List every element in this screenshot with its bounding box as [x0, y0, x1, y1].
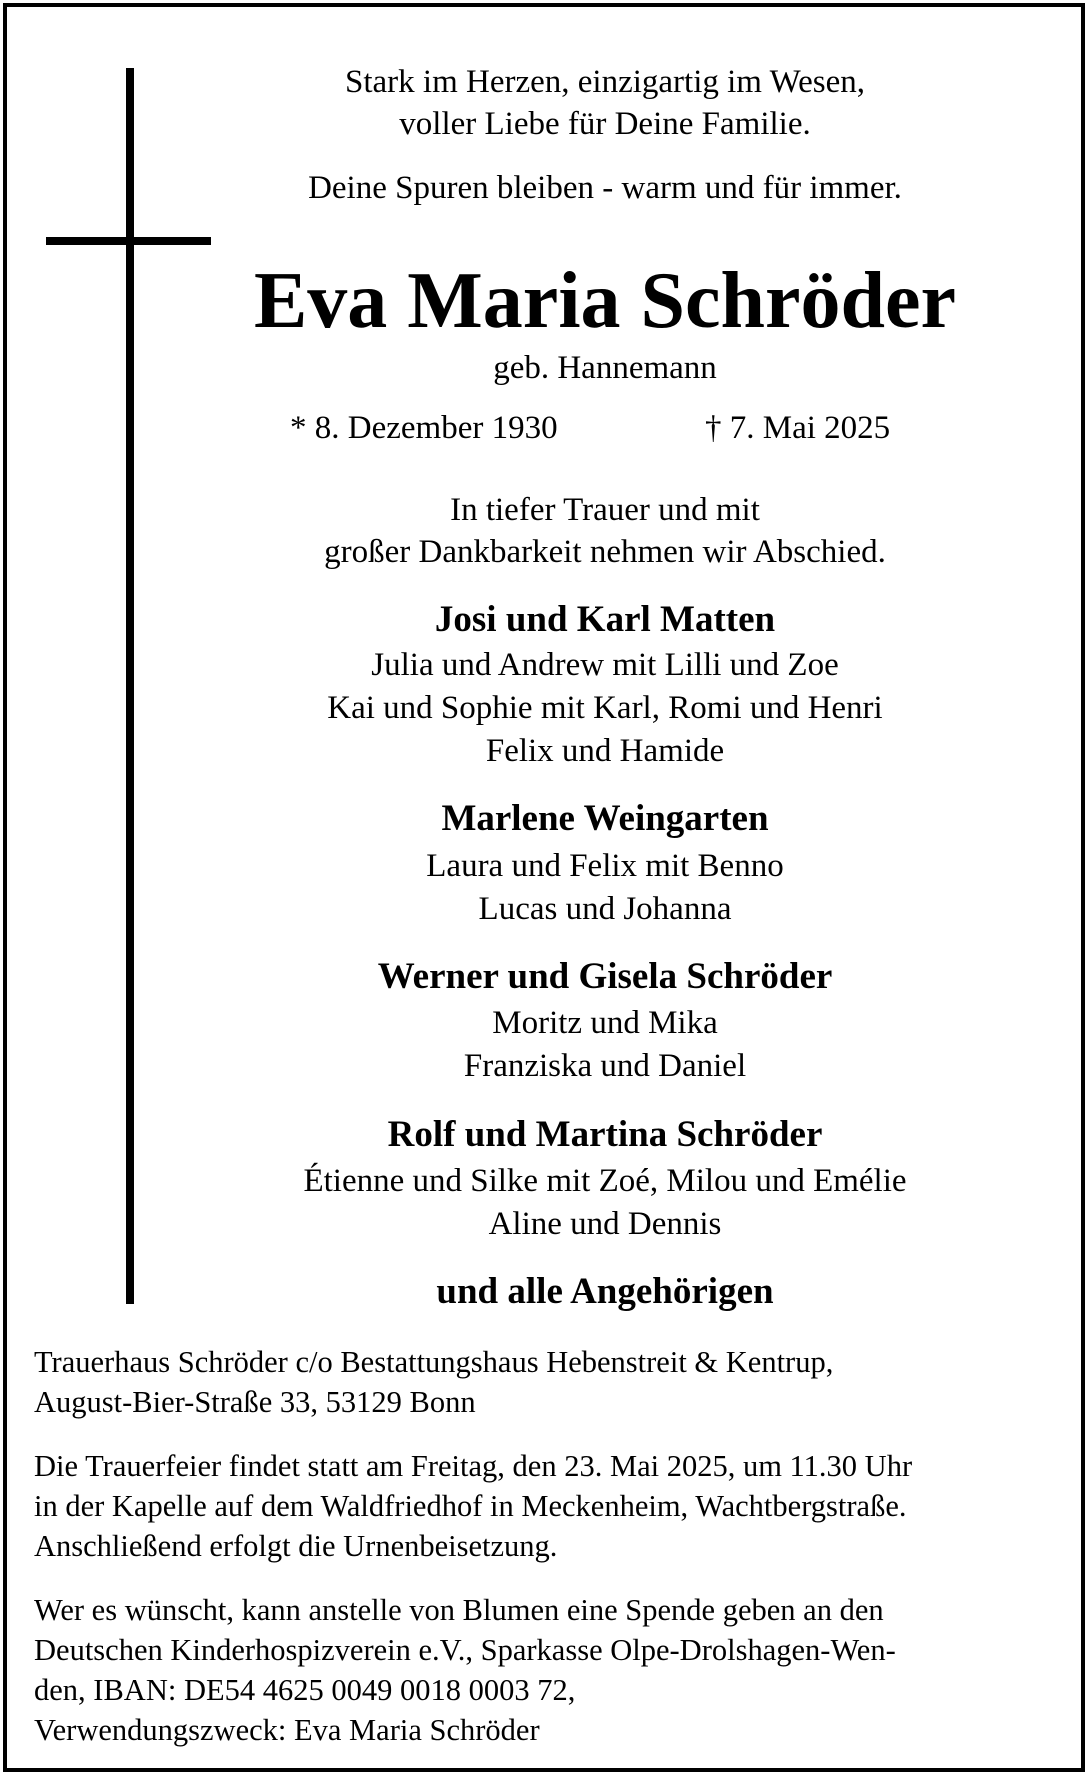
motto-line-2: voller Liebe für Deine Familie. — [399, 106, 811, 142]
address-line-1: Trauerhaus Schröder c/o Bestattungshaus Hebenstreit & Kentrup, — [34, 1345, 834, 1379]
family-head-3: Werner und Gisela Schröder — [377, 956, 833, 997]
donation-line-2: Deutschen Kinderhospizverein e.V., Sparkasse Olpe-Drolshagen-Wen- — [34, 1633, 896, 1667]
family-member-4-1: Étienne und Silke mit Zoé, Milou und Emélie — [303, 1163, 907, 1199]
obituary-main — [205, 0, 1005, 1320]
relatives-line: und alle Angehörigen — [436, 1271, 774, 1312]
motto-line-1: Stark im Herzen, einzigartig im Wesen, — [345, 64, 865, 100]
birth-date: * 8. Dezember 1930 — [290, 410, 558, 446]
family-head-2: Marlene Weingarten — [441, 798, 769, 839]
motto-line-3: Deine Spuren bleiben - warm und für immer. — [308, 170, 902, 206]
family-member-1-2: Kai und Sophie mit Karl, Romi und Henri — [327, 690, 883, 726]
death-date: † 7. Mai 2025 — [705, 410, 891, 446]
address-line-2: August-Bier-Straße 33, 53129 Bonn — [34, 1385, 476, 1419]
family-member-3-2: Franziska und Daniel — [463, 1048, 747, 1084]
family-member-4-2: Aline und Dennis — [488, 1206, 722, 1242]
cross-icon-vertical-beam — [126, 68, 134, 1304]
maiden-name: geb. Hannemann — [493, 350, 717, 386]
family-member-3-1: Moritz und Mika — [492, 1005, 718, 1041]
family-member-1-1: Julia und Andrew mit Lilli und Zoe — [371, 647, 839, 683]
deceased-name: Eva Maria Schröder — [253, 257, 957, 345]
ceremony-line-2: in der Kapelle auf dem Waldfriedhof in Meckenheim, Wachtbergstraße. — [34, 1489, 907, 1523]
donation-line-3: den, IBAN: DE54 4625 0049 0018 0003 72, — [34, 1673, 576, 1707]
farewell-line-2: großer Dankbarkeit nehmen wir Abschied. — [324, 534, 886, 570]
cross-icon-horizontal-beam — [46, 237, 211, 245]
family-member-2-2: Lucas und Johanna — [478, 891, 732, 927]
ceremony-line-3: Anschließend erfolgt die Urnenbeisetzung. — [34, 1529, 558, 1563]
farewell-line-1: In tiefer Trauer und mit — [450, 492, 760, 528]
ceremony-line-1: Die Trauerfeier findet statt am Freitag, den 23. Mai 2025, um 11.30 Uhr — [34, 1449, 913, 1483]
family-head-1: Josi und Karl Matten — [434, 599, 776, 640]
donation-line-4: Verwendungszweck: Eva Maria Schröder — [34, 1713, 540, 1747]
family-member-2-1: Laura und Felix mit Benno — [426, 848, 784, 884]
donation-line-1: Wer es wünscht, kann anstelle von Blumen eine Spende geben an den — [34, 1593, 884, 1627]
family-head-4: Rolf und Martina Schröder — [387, 1114, 823, 1155]
family-member-1-3: Felix und Hamide — [485, 733, 725, 769]
